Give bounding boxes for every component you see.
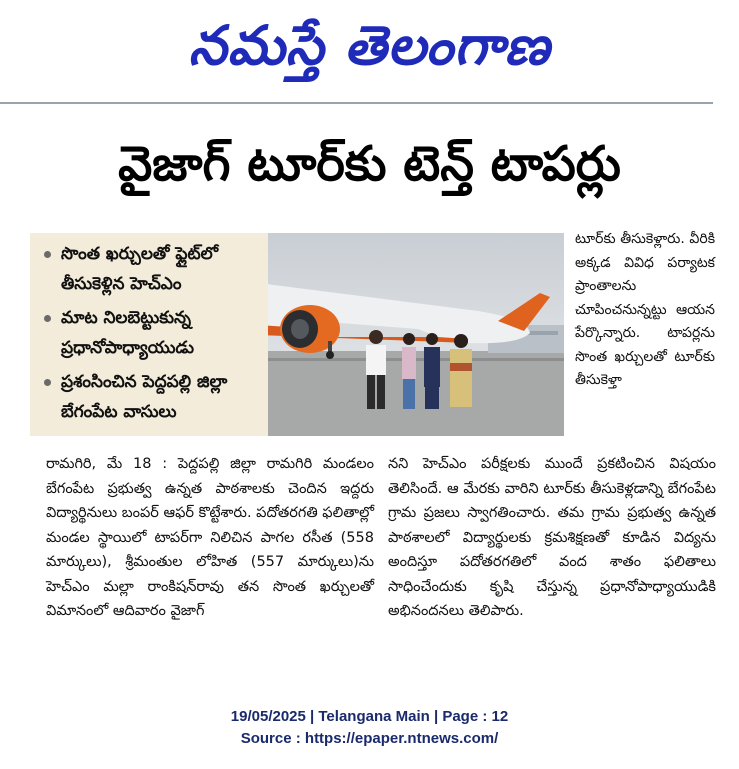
page-footer [0,706,739,750]
highlight-item [44,239,262,299]
article-photo [268,233,564,436]
bullet-icon [44,251,51,258]
highlight-item [44,367,262,427]
article-side-column: టూర్‌కు తీసుకెళ్లారు. వీరికి అక్కడ వివిధ పర్యాటక ప్రాంతాలను చూపించనున్నట్టు ఆయన పేర్కొన్నారు. టాపర్లను సొంత ఖర్చులతో టూర్‌కు తీసుకెళ్తా [575,231,715,388]
highlight-text: ప్రశంసించిన పెద్దపల్లి జిల్లా బేగంపేట వాసులు [61,372,228,422]
highlight-text: మాట నిలబెట్టుకున్న ప్రధానోపాధ్యాయుడు [61,308,194,358]
masthead [0,0,739,100]
article-body-left: రామగిరి, మే 18 : పెద్దపల్లి జిల్లా రామగిరి మండలం బేగంపేట ప్రభుత్వ ఉన్నత పాఠశాలకు చెందిన ఇద్దరు విద్యార్థినులు బంపర్ ఆఫర్ కొట్టేశారు. పదోతరగతి ఫలితాల్లో మండల స్థాయిలో టాపర్‌గా నిలిచిన పాగల రసీత (558 మార్కులు), శ్రీమంతుల లోహిత (557 మార్కులు)ను హెచ్ఎం మల్లా రాంకిషన్‌రావు తన సొంత ఖర్చులతో విమానంలో ఆదివారం వైజాగ్ [46,456,374,619]
article-headline: వైజాగ్ టూర్‌కు టెన్త్ టాపర్లు [118,136,621,192]
masthead-title: నమస్తే తెలంగాణ [188,14,551,77]
bullet-icon [44,379,51,386]
header-divider [0,102,713,104]
highlights-box [30,233,268,436]
bullet-icon [44,315,51,322]
footer-edition-line: 19/05/2025 | Telangana Main | Page : 12 [230,708,509,725]
article-body-right: నని హెచ్ఎం పరీక్షలకు ముందే ప్రకటించిన విషయం తెలిసిందే. ఆ మేరకు వారిని టూర్‌కు తీసుకెళ్లడాన్ని బేగంపేట గ్రామ ప్రజలు స్వాగతించారు. తమ గ్రామ ప్రభుత్వ ఉన్నత పాఠశాలలో విద్యార్థులకు క్రమశిక్షణతో కూడిన విద్యను అందిస్తూ పదోతరగతిలో వంద శాతం ఫలితాలు సాధించేందుకు కృషి చేస్తున్న ప్రధానోపాధ్యాయుడికి అభినందనలు తెలిపారు. [388,456,716,619]
highlight-item [44,303,262,363]
highlight-text: సొంత ఖర్చులతో ఫ్లైట్‌లో తీసుకెళ్లిన హెచ్ఎం [61,244,219,294]
footer-source-line[interactable]: Source : https://epaper.ntnews.com/ [240,730,499,747]
